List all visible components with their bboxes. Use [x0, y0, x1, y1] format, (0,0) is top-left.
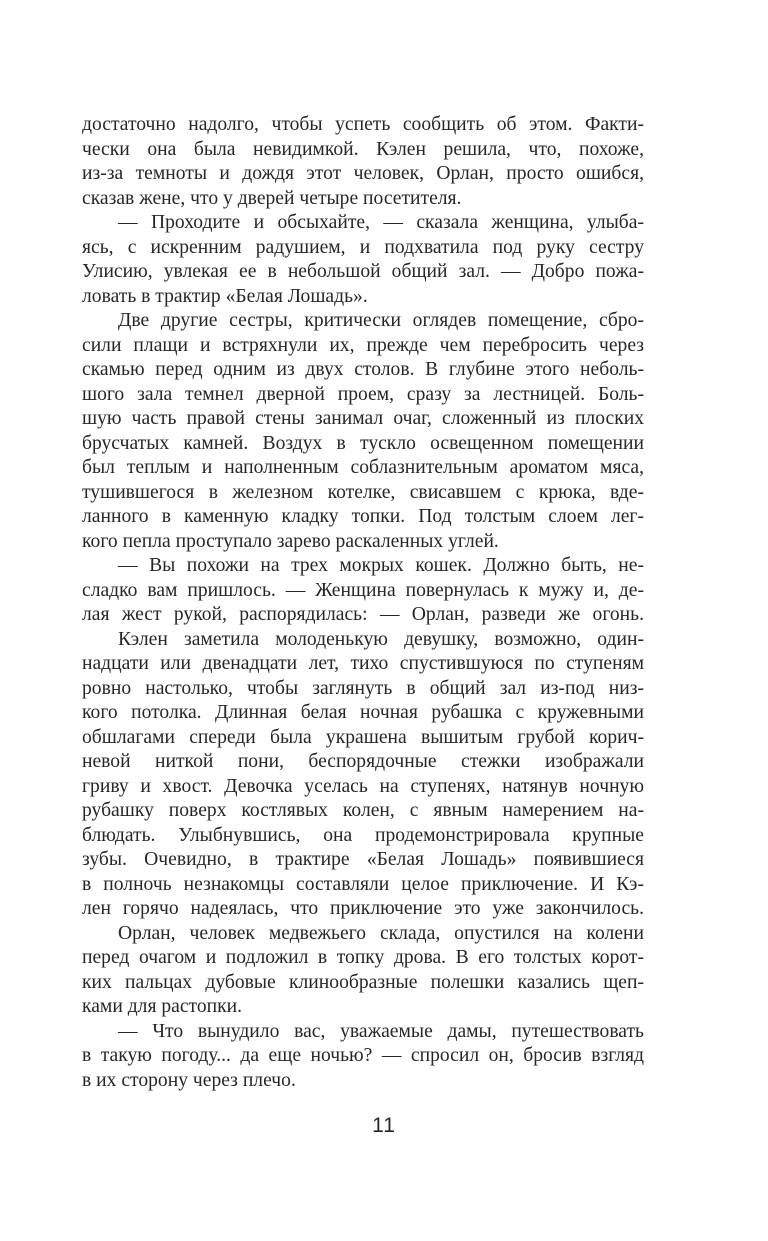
- text-line: брусчатых камней. Воздух в тускло освещенном помещении: [82, 432, 644, 454]
- text-line: в такую погоду... да еще ночью? — спросил он, бросив взгляд: [82, 1045, 644, 1066]
- text-line: достаточно надолго, чтобы успеть сообщить об этом. Факти-: [82, 114, 644, 135]
- text-line: ланного в каменную кладку топки. Под толстым слоем лег-: [82, 506, 644, 527]
- text-line: шую часть правой стены занимал очаг, сложенный из плоских: [82, 408, 644, 429]
- text-line: зубы. Очевидно, в трактире «Белая Лошадь» появившиеся: [82, 849, 644, 870]
- text-line: Кэлен заметила молоденькую девушку, возможно, один-: [118, 628, 644, 650]
- body-text: [82, 113, 644, 1093]
- text-line: сили плащи и встряхнули их, прежде чем перебросить через: [82, 334, 644, 356]
- text-line: блюдать. Улыбнувшись, она продемонстрировала крупные: [82, 824, 644, 846]
- text-line: Орлан, человек медвежьего склада, опустился на колени: [118, 922, 644, 944]
- page-number: 11: [372, 1114, 396, 1137]
- text-line: надцати или двенадцати лет, тихо спустившуюся по ступеням: [82, 653, 644, 674]
- text-line: лен горячо надеялась, что приключение это уже закончилось.: [82, 898, 644, 919]
- text-line: кого потолка. Длинная белая ночная рубашка с кружевными: [82, 702, 644, 723]
- text-line: чески она была невидимкой. Кэлен решила, что, похоже,: [82, 138, 644, 160]
- text-line: ких пальцах дубовые клинообразные полешки казались щеп-: [82, 971, 644, 993]
- text-line: обшлагами спереди была украшена вышитым грубой корич-: [82, 726, 644, 748]
- text-line: скамью перед одним из двух столов. В глубине этого неболь-: [82, 359, 644, 380]
- text-line: — Проходите и обсыхайте, — сказала женщина, улыба-: [118, 212, 644, 233]
- text-line: — Вы похожи на трех мокрых кошек. Должно быть, не-: [118, 555, 644, 576]
- text-line: в их сторону через плечо.: [82, 1069, 296, 1091]
- text-line: тушившегося в железном котелке, свисавшем с крюка, вде-: [82, 481, 644, 503]
- text-line: — Что вынудило вас, уважаемые дамы, путешествовать: [118, 1020, 644, 1042]
- text-line: ловать в трактир «Белая Лошадь».: [82, 285, 368, 307]
- text-line: ровно настолько, чтобы заглянуть в общий зал из-под низ-: [82, 677, 644, 699]
- text-line: гриву и хвост. Девочка уселась на ступенях, натянув ночную: [82, 775, 644, 797]
- text-line: был теплым и наполненным соблазнительным ароматом мяса,: [82, 457, 644, 478]
- text-line: лая жест рукой, распорядилась: — Орлан, разведи же огонь.: [82, 604, 644, 625]
- text-line: из-за темноты и дождя этот человек, Орлан, просто ошибся,: [82, 163, 644, 184]
- text-line: ками для растопки.: [82, 996, 243, 1017]
- text-line: в полночь незнакомцы составляли целое приключение. И Кэ-: [82, 873, 644, 895]
- text-line: шого зала темнел дверной проем, сразу за лестницей. Боль-: [82, 383, 644, 405]
- text-line: перед очагом и подложил в топку дрова. В его толстых корот-: [82, 947, 644, 968]
- text-line: ясь, с искренним радушием, и подхватила под руку сестру: [82, 236, 644, 258]
- text-line: кого пепла проступало зарево раскаленных углей.: [82, 530, 499, 552]
- text-line: сладко вам пришлось. — Женщина повернулась к мужу и, де-: [82, 579, 644, 601]
- text-line: сказав жене, что у дверей четыре посетителя.: [82, 187, 462, 209]
- text-line: рубашку поверх костлявых колен, с явным намерением на-: [82, 800, 644, 821]
- text-line: Улисию, увлекая ее в небольшой общий зал. — Добро пожа-: [82, 261, 644, 282]
- text-line: невой ниткой пони, беспорядочные стежки изображали: [82, 751, 644, 772]
- text-line: Две другие сестры, критически оглядев помещение, сбро-: [118, 310, 644, 331]
